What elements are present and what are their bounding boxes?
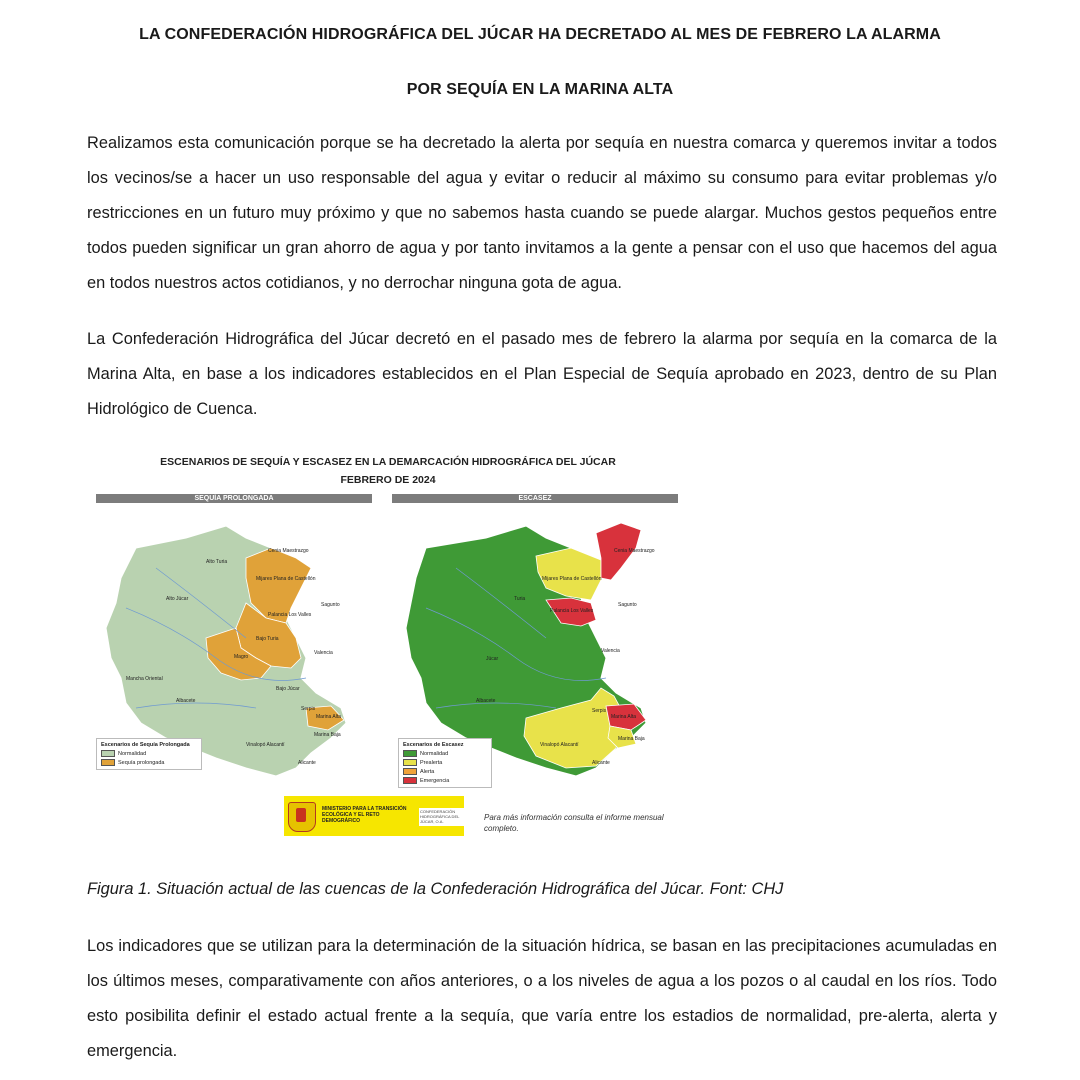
left-legend-title: Escenarios de Sequía Prolongada [101, 742, 190, 748]
right-legend-item: Emergencia [420, 777, 450, 784]
right-map-label: Mijares Plana de Castellón [542, 576, 602, 582]
legend-swatch-sequia [101, 759, 115, 766]
left-map-label: Mijares Plana de Castellón [256, 576, 316, 582]
legend-swatch-emergencia [403, 777, 417, 784]
ministry-logo-text: MINISTERIO PARA LA TRANSICIÓN ECOLÓGICA Y EL RETO DEMOGRÁFICO [322, 806, 407, 824]
right-legend-item: Prealerta [420, 759, 443, 766]
left-legend-item: Sequía prolongada [118, 759, 165, 766]
paragraph-2: La Confederación Hidrográfica del Júcar decretó en el pasado mes de febrero la alarma por sequía en la comarca de la Marina Alta, en base a los indicadores establecidos en el Plan Especial de Sequía aprobado en 2023, dentro de su Plan Hidrológico de Cuenca. [87, 330, 997, 418]
spain-coat-of-arms-icon [288, 802, 316, 832]
chj-logo-text: CONFEDERACIÓN HIDROGRÁFICA DEL JÚCAR, O.A. [419, 808, 465, 826]
left-map-label: Mancha Oriental [126, 676, 163, 682]
left-map-label: Alto Júcar [166, 596, 189, 602]
right-map-label: Vinalopó Alacantí [540, 742, 579, 748]
right-panel-title: ESCASEZ [392, 494, 678, 503]
document-title-line-2: POR SEQUÍA EN LA MARINA ALTA [406, 81, 674, 98]
right-map-label: Valencia [601, 648, 620, 654]
legend-swatch-normalidad [101, 750, 115, 757]
left-map-label: Alicante [298, 760, 316, 766]
more-info-note: Para más información consulta el informe mensual completo. [484, 813, 664, 833]
right-legend-item: Normalidad [420, 750, 449, 757]
right-map-label: Júcar [486, 656, 499, 662]
right-legend-title: Escenarios de Escasez [403, 742, 464, 748]
legend-swatch-prealerta [403, 759, 417, 766]
left-map-label: Marina Alta [316, 714, 342, 720]
left-map-label: Bajo Turia [256, 636, 279, 642]
right-legend [398, 738, 492, 788]
right-map-label: Palancia Los Valles [550, 608, 594, 614]
right-map-label: Alicante [592, 760, 610, 766]
right-map-label: Sagunto [618, 602, 637, 608]
left-map-label: Alto Turia [206, 559, 228, 565]
right-map-label: Serpis [592, 708, 607, 714]
left-map-label: Marina Baja [314, 732, 341, 738]
right-map-label: Turia [514, 596, 526, 602]
left-legend-item: Normalidad [118, 750, 147, 757]
left-map-label: Valencia [314, 650, 333, 656]
left-map-label: Magro [234, 654, 249, 660]
right-map-label: Marina Baja [618, 736, 645, 742]
document-title-line-1: LA CONFEDERACIÓN HIDROGRÁFICA DEL JÚCAR HA DECRETADO AL MES DE FEBRERO LA ALARMA [139, 26, 941, 43]
left-panel-title: SEQUÍA PROLONGADA [96, 494, 372, 503]
right-map-label: Marina Alta [611, 714, 637, 720]
right-legend-item: Alerta [420, 768, 435, 775]
left-map-label: Serpis [301, 706, 316, 712]
legend-swatch-alerta [403, 768, 417, 775]
left-map-label: Bajo Júcar [276, 686, 300, 692]
left-map-label: Albacete [176, 698, 196, 704]
left-map-label: Palancia Los Valles [268, 612, 312, 618]
left-map-label: Cenia Maestrazgo [268, 548, 309, 554]
figure-title-line-1: ESCENARIOS DE SEQUÍA Y ESCASEZ EN LA DEMARCACIÓN HIDROGRÁFICA DEL JÚCAR [160, 456, 616, 468]
figure-title-line-2: FEBRERO DE 2024 [340, 474, 436, 486]
figure-caption: Figura 1. Situación actual de las cuencas de la Confederación Hidrográfica del Júcar. Font: CHJ [87, 880, 784, 898]
paragraph-3: Los indicadores que se utilizan para la determinación de la situación hídrica, se basan en las precipitaciones acumuladas en los últimos meses, comparativamente con años anteriores, o a los niveles de agua a los pozos o al caudal en los ríos. Todo esto posibilita definir el estado actual frente a la sequía, que varía entre los estadios de normalidad, pre-alerta, alerta y emergencia. [87, 937, 997, 1060]
right-map-label: Albacete [476, 698, 496, 704]
paragraph-1: Realizamos esta comunicación porque se ha decretado la alerta por sequía en nuestra comarca y queremos invitar a todos los vecinos/se a hacer un uso responsable del agua y evitar o reducir al máximo su consumo para evitar problemas y/o restricciones en un futuro muy próximo y que no sabemos hasta cuando se puede alargar. Muchos gestos pequeños entre todos pueden significar un gran ahorro de agua y por tanto invitamos a la gente a pensar con el uso que hacemos del agua en todos nuestros actos cotidianos, y no derrochar ninguna gota de agua. [87, 134, 997, 292]
left-map-label: Sagunto [321, 602, 340, 608]
ministry-logo [284, 796, 464, 836]
left-map-label: Vinalopó Alacantí [246, 742, 285, 748]
right-map-label: Cenia Maestrazgo [614, 548, 655, 554]
legend-swatch-normalidad [403, 750, 417, 757]
left-legend [96, 738, 202, 770]
